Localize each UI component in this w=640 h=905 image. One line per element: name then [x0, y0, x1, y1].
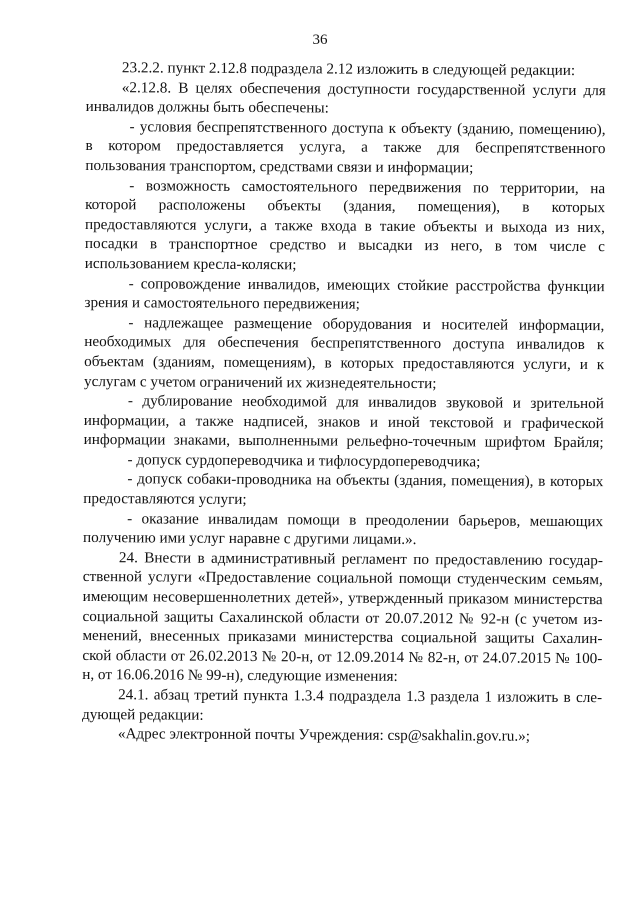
text-line: предоставляются услуги, а также входа в такие объекты и выхода из них, — [84, 215, 606, 236]
text-line: в котором предоставляется услуга, а также для беспрепятственного — [85, 137, 606, 158]
text-line: - сопровождение инвалидов, имеющих стойкие расстройства функции — [128, 274, 605, 295]
text-line: информации, а также надписей, знаков и иной текстовой и графической — [83, 411, 604, 432]
text-line: - возможность самостоятельного передвижения по территории, на — [129, 176, 606, 197]
text-line: инвалидов должны быть обеспечены: — [85, 98, 329, 117]
text-line: «Адрес электронной почты Учреждения: csp@sakhalin.gov.ru.»; — [117, 725, 531, 745]
text-line: ской области от 26.02.2013 № 20-н, от 12.09.2014 № 82-н, от 24.07.2015 № 100- — [82, 646, 603, 667]
text-line: 23.2.2. пункт 2.12.8 подраздела 2.12 изложить в следующей редакции: — [121, 59, 576, 79]
text-line: - оказание инвалидам помощи в преодолении барьеров, мешающих — [127, 509, 604, 530]
text-line: услугам с учетом ограничений их жизнедеятельности; — [83, 372, 437, 392]
text-line: использованием кресла-коляски; — [84, 254, 297, 274]
page-number: 36 — [312, 32, 328, 48]
text-line: объектам (зданиям, помещениям), в которых предоставляются услуги, и к — [84, 352, 605, 374]
text-line: - допуск собаки-проводника на объекты (здания, помещения), в которых — [127, 470, 604, 491]
text-line: - условия беспрепятственного доступа к объекту (зданию, помещению), — [129, 118, 606, 138]
text-line: имеющим несовершеннолетних детей», утвержденный приказом министерства — [82, 588, 603, 609]
text-line: 24.1. абзац третий пункта 1.3.4 подраздела 1.3 раздела 1 изложить в сле- — [118, 686, 603, 707]
text-line: - дублирование необходимой для инвалидов звуковой и зрительной — [127, 392, 604, 413]
text-line: пользования транспортом, средствами связи и информации; — [85, 156, 474, 177]
text-line: ственной услуги «Предоставление социальной помощи студенческим семьям, — [82, 568, 603, 589]
text-line: менений, внесенных приказами министерства социальной защиты Сахалин- — [82, 627, 603, 648]
text-line: информации знаками, выполненными рельефно-точечным шрифтом Брайля; — [83, 431, 604, 452]
text-line: н, от 16.06.2016 № 99-н), следующие изменения: — [82, 666, 398, 686]
document-body — [82, 58, 606, 747]
text-line: «2.12.8. В целях обеспечения доступности государственной услуги для — [121, 78, 606, 99]
text-line: - допуск сурдопереводчика и тифлосурдопереводчика; — [127, 451, 481, 471]
text-line: получению ими услуг наравне с другими лицами.». — [83, 529, 417, 549]
text-line: 24. Внести в административный регламент по предоставлению государ- — [118, 549, 603, 570]
text-line: дующей редакции: — [81, 705, 204, 724]
text-line: зрения и самостоятельного передвижения; — [84, 294, 360, 313]
text-line: которой расположены объекты (здания, помещения), в которых — [85, 196, 606, 217]
text-line: социальной защиты Сахалинской области от 20.07.2012 № 92-н (с учетом из- — [82, 607, 603, 628]
text-line: - надлежащее размещение оборудования и носителей информации, — [128, 313, 605, 334]
text-line: предоставляются услуги; — [83, 490, 247, 509]
text-line: необходимых для обеспечения беспрепятственного доступа инвалидов к — [84, 333, 605, 354]
text-line: посадки в транспортное средство и высадки из него, в том числе с — [84, 235, 605, 256]
